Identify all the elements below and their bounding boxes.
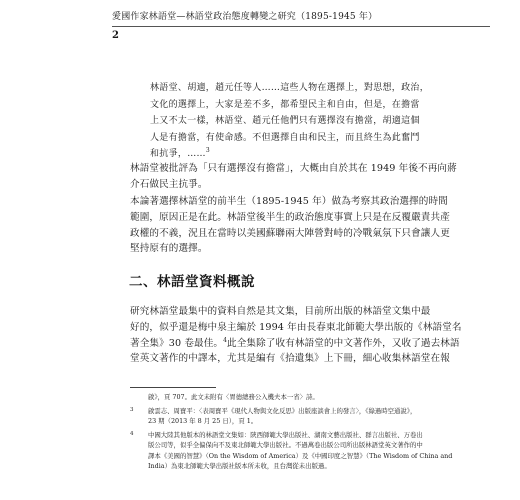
paragraph-line: 介石做民主抗爭。 [130, 178, 208, 190]
footnote-line: 譯本《美國的智慧》（On the Wisdom of America）及《中國印度之智慧》（The Wisdom of China and [148, 451, 453, 460]
quote-line: 林語堂、胡適，趙元任等人……這些人物在選擇上，對思想，政治， [150, 83, 430, 93]
paragraph-sources [130, 304, 492, 367]
footnote-3 [130, 405, 490, 417]
footnote-marker: 3 [130, 406, 134, 413]
block-quote [150, 80, 446, 163]
quote-line: 上又不太一樣，林語堂、趙元任他們只有選擇沒有擔當，胡適這個 [150, 116, 420, 127]
paragraph-line: 範圍，原因正是在此。林語堂後半生的政治態度事實上只是在反覆嚴責共產 [130, 211, 450, 223]
footnote-line: India）為東北師範大學出版社版本所未收，且台灣從未出版過。 [148, 462, 331, 470]
footnote-line: 版公司等，似乎全偏保向不及東北師範大學出版社。不過萬卷出版公司所出版林語堂英文著作的中 [148, 441, 423, 449]
paragraph-line: 林語堂被批評為「只有選擇沒有擔當」，大概由自於其在 1949 年後不再向蔣 [130, 163, 457, 174]
footnote-continuation: 啟》，頁 707。此文未附有〈胃德總務公入機夫本一省〉詩。 [148, 393, 319, 401]
page-number: 2 [112, 30, 119, 41]
footnote-ref[interactable]: 4 [223, 336, 228, 344]
paragraph-line: 好的，似乎還是梅中泉主編於 1994 年由長春東北師範大學出版的《林語堂名 [130, 321, 462, 333]
footnote-text: 啟雲志、周寶平：〈表周寶平《現代人物與文化反思》出版座談會上的發言〉，《綠過時空通說》， [148, 406, 417, 415]
footnote-line: 23 期（2013 年 8 月 25 日），頁 1。 [148, 417, 258, 425]
header-rule [112, 26, 490, 27]
quote-line: 文化的選擇上，大家是差不多，都希望民主和自由，但是，在擔當 [150, 99, 420, 110]
footnote-rule [130, 387, 216, 388]
section-heading: 二、林語堂資料概說 [129, 274, 255, 290]
footnote-text: 中國大陸其他版本的林語堂文集如：陝西師範大學出版社、湖南文藝出版社、群言出版社、万卷出 [148, 430, 423, 439]
paragraph-scope [130, 194, 492, 257]
footnote-marker: 4 [130, 430, 134, 437]
quote-line-text: 和抗爭，…… [150, 149, 206, 160]
footnotes [130, 392, 490, 472]
paragraph-line-text: 此全集除了收有林語堂的中文著作外，又收了過去林語 [227, 337, 460, 349]
footnote-4 [130, 429, 490, 441]
paragraph-line: 堅持原有的選擇。 [130, 243, 208, 255]
paragraph-line: 堂英文著作的中譯本，尤其是編有《拾遺集》上下冊，細心收集林語堂在報 [130, 353, 450, 365]
paragraph-line: 本論著選擇林語堂的前半生（1895-1945 年）做為考察其政治選擇的時間 [130, 196, 448, 207]
footnote-ref[interactable]: 3 [205, 147, 210, 155]
quote-line: 人是有擔當，有使命感。不但選擇自由和民主，而且終生為此奮鬥 [150, 132, 420, 143]
paragraph-line: 政權的不義，況且在當時以美國蘇聯兩大陣營對峙的冷戰氣氛下只會讓人更 [130, 227, 450, 239]
running-head: 愛國作家林語堂—林語堂政治態度轉變之研究（1895-1945 年） [112, 12, 378, 22]
paragraph-line-text: 著全集》30 卷最佳。 [130, 337, 224, 349]
paragraph-criticism [130, 161, 492, 193]
paragraph-line [130, 336, 492, 352]
paragraph-line: 研究林語堂最集中的資料自然是其文集，目前所出版的林語堂文集中最 [130, 306, 431, 317]
